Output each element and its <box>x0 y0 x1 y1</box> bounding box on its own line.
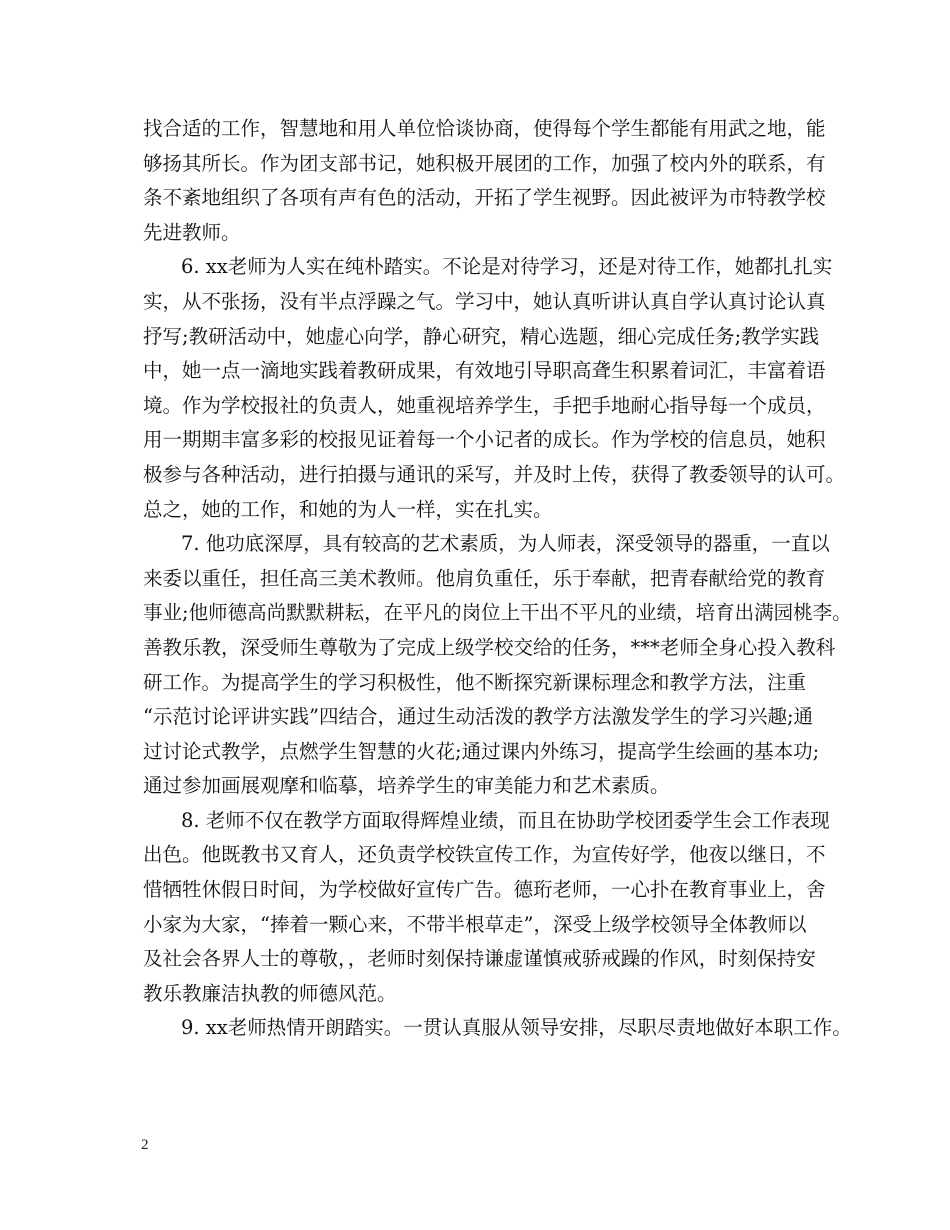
paragraph-8 <box>143 804 830 1012</box>
text-line: 够扬其所长。作为团支部书记，她积极开展团的工作，加强了校内外的联系，有 <box>143 151 826 175</box>
text-line: 过讨论式教学，点燃学生智慧的火花;通过课内外练习，提高学生绘画的基本功; <box>143 739 820 763</box>
document-body <box>143 112 852 1046</box>
text-line: 来委以重任，担任高三美术教师。他肩负重任，乐于奉献，把青春献给党的教育 <box>143 566 826 590</box>
paragraph-continuation <box>143 112 826 250</box>
text-line: 用一期期丰富多彩的校报见证着每一个小记者的成长。作为学校的信息员，她积 <box>143 428 826 452</box>
text-line: 8. 老师不仅在教学方面取得辉煌业绩，而且在协助学校团委学生会工作表现 <box>181 808 830 832</box>
text-line: 实，从不张扬，没有半点浮躁之气。学习中，她认真听讲认真自学认真讨论认真 <box>143 289 826 313</box>
text-line: 教乐教廉洁执教的师德风范。 <box>143 981 397 1005</box>
text-line: 小家为大家，“捧着一颗心来，不带半根草走”，深受上级学校领导全体教师以 <box>143 912 807 936</box>
text-line: 及社会各界人士的尊敬，，老师时刻保持谦虚谨慎戒骄戒躁的作风，时刻保持安 <box>143 947 816 971</box>
text-line: 境。作为学校报社的负责人，她重视培养学生，手把手地耐心指导每一个成员， <box>143 393 826 417</box>
text-line: 抒写;教研活动中，她虚心向学，静心研究，精心选题，细心完成任务;教学实践 <box>143 324 820 348</box>
text-line: 条不紊地组织了各项有声有色的活动，开拓了学生视野。因此被评为市特教学校 <box>143 186 826 210</box>
text-line: 事业;他师德高尚默默耕耘，在平凡的岗位上干出不平凡的业绩，培育出满园桃李。 <box>143 601 852 625</box>
text-line: 善教乐教，深受师生尊敬为了完成上级学校交给的任务，***老师全身心投入教科 <box>143 635 836 659</box>
text-line: 总之，她的工作，和她的为人一样，实在扎实。 <box>143 497 553 521</box>
text-line: 中，她一点一滴地实践着教研成果，有效地引导职高聋生积累着词汇，丰富着语 <box>143 359 826 383</box>
text-line: 6. xx老师为人实在纯朴踏实。不论是对待学习，还是对待工作，她都扎扎实 <box>181 255 833 279</box>
text-line: 研工作。为提高学生的学习积极性，他不断探究新课标理念和教学方法，注重 <box>143 670 807 694</box>
text-line: “示范讨论评讲实践”四结合，通过生动活泼的教学方法激发学生的学习兴趣;通 <box>143 705 814 729</box>
paragraph-9 <box>143 1011 852 1046</box>
page-number: 2 <box>141 1137 149 1153</box>
text-line: 惜牺牲休假日时间，为学校做好宣传广告。德珩老师，一心扑在教育事业上，舍 <box>143 878 826 902</box>
paragraph-6 <box>143 250 846 527</box>
paragraph-7 <box>143 527 852 804</box>
text-line: 通过参加画展观摩和临摹，培养学生的审美能力和艺术素质。 <box>143 774 670 798</box>
text-line: 9. xx老师热情开朗踏实。一贯认真服从领导安排，尽职尽责地做好本职工作。 <box>181 1016 852 1040</box>
text-line: 极参与各种活动，进行拍摄与通讯的采写，并及时上传，获得了教委领导的认可。 <box>143 462 846 486</box>
text-line: 找合适的工作，智慧地和用人单位恰谈协商，使得每个学生都能有用武之地，能 <box>143 117 826 140</box>
text-line: 7. 他功底深厚，具有较高的艺术素质，为人师表，深受领导的器重，一直以 <box>181 532 830 556</box>
text-line: 先进教师。 <box>143 220 241 244</box>
text-line: 出色。他既教书又育人，还负责学校铁宣传工作，为宣传好学，他夜以继日，不 <box>143 843 826 867</box>
